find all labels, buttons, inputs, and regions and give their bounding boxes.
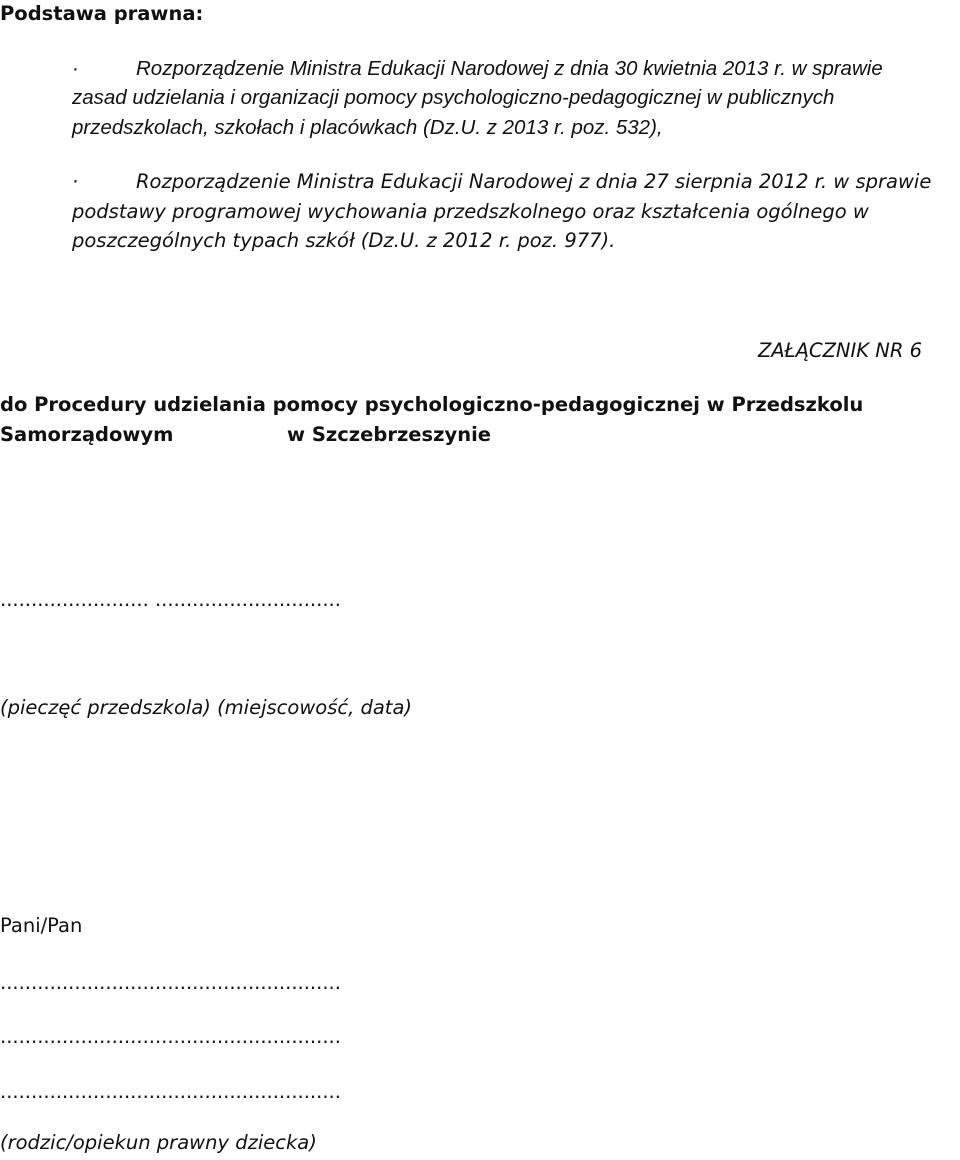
recipient-dots-3: .......................................................: [0, 1080, 341, 1103]
recipient-caption: (rodzic/opiekun prawny dziecka): [0, 1131, 317, 1154]
attachment-title-line-2: [0, 425, 491, 445]
attachment-title-line-1: do Procedury udzielania pomocy psychologiczno-pedagogicznej w Przedszkolu: [0, 393, 864, 416]
legal-basis-item-1-line-2: zasad udzielania i organizacji pomocy psychologiczno-pedagogicznej w publicznych: [72, 86, 835, 109]
recipient-label: Pani/Pan: [0, 914, 83, 937]
legal-basis-item-2-line-3: poszczególnych typach szkół (Dz.U. z 2012 r. poz. 977).: [72, 229, 616, 252]
attachment-title-part-b: w Szczebrzeszynie: [287, 423, 491, 446]
recipient-dots-2: .......................................................: [0, 1025, 341, 1048]
bullet: ·: [72, 57, 79, 80]
legal-basis-item-2-line-2: podstawy programowej wychowania przedszkolnego oraz kształcenia ogólnego w: [72, 200, 869, 223]
legal-basis-item-1-line-3: przedszkolach, szkołach i placówkach (Dz.U. z 2013 r. poz. 532),: [72, 116, 663, 139]
stamp-place-label: (pieczęć przedszkola) (miejscowość, data): [0, 696, 413, 719]
legal-basis-item-2: [72, 172, 931, 192]
attachment-title-part-a: Samorządowym: [0, 423, 174, 446]
legal-basis-item-1: [72, 59, 883, 80]
legal-basis-heading: Podstawa prawna:: [0, 2, 204, 25]
legal-basis-item-2-line-1: Rozporządzenie Ministra Edukacji Narodowej z dnia 27 sierpnia 2012 r. w sprawie: [136, 170, 932, 193]
attachment-label: ZAŁĄCZNIK NR 6: [757, 339, 922, 362]
stamp-place-dots: ........................ ..............................: [0, 588, 341, 611]
bullet: ·: [72, 170, 79, 193]
legal-basis-item-1-line-1: Rozporządzenie Ministra Edukacji Narodowej z dnia 30 kwietnia 2013 r. w sprawie: [136, 57, 883, 80]
recipient-dots-1: .......................................................: [0, 971, 341, 994]
